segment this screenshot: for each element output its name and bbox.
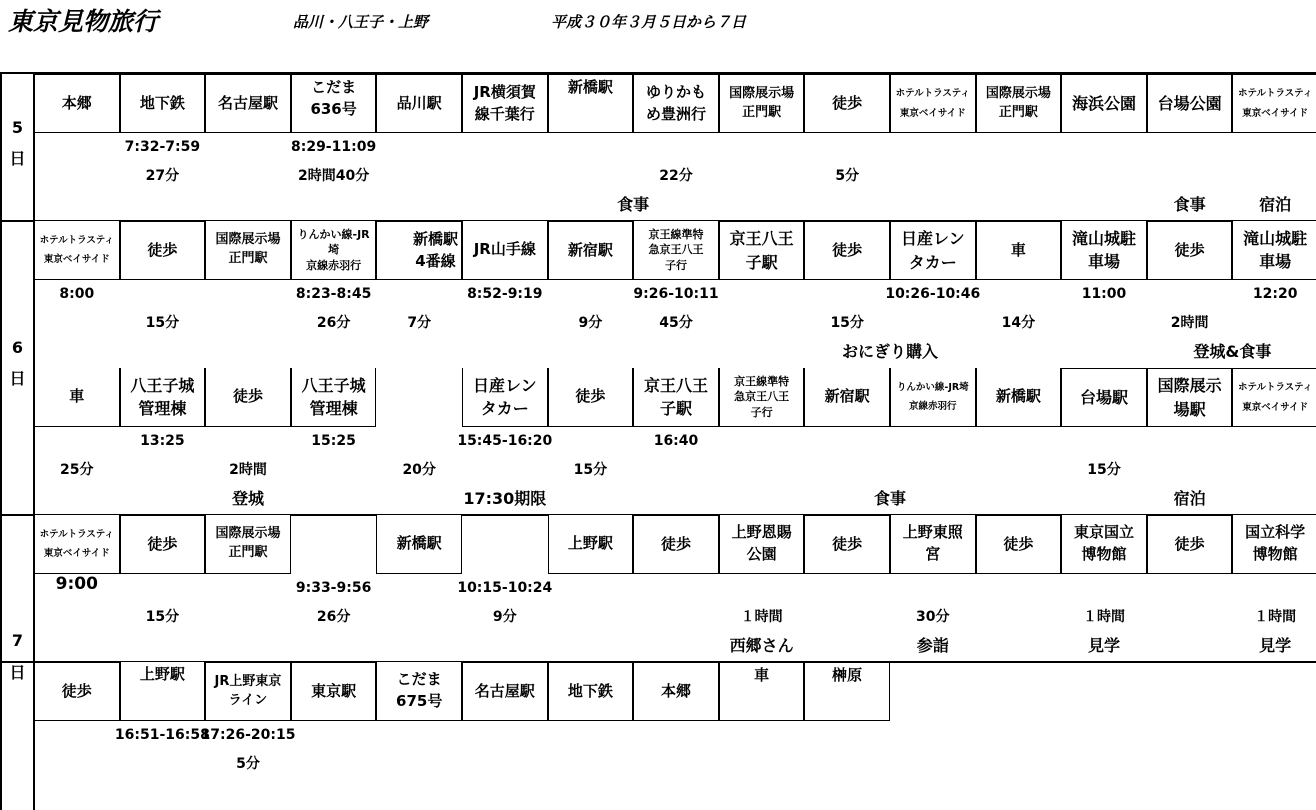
- itinerary-sheet: [0, 72, 1316, 810]
- itinerary-stop: 上野駅: [120, 662, 206, 721]
- itinerary-stop: こだま 675号: [376, 662, 462, 721]
- itinerary-stop: 新宿駅: [804, 368, 890, 427]
- itinerary-stop: 徒歩: [1147, 221, 1233, 280]
- time-text: 15分: [573, 462, 608, 478]
- itinerary-stop: 八王子城 管理棟: [291, 368, 377, 427]
- time-text: 8:29-11:09: [290, 139, 377, 155]
- time-text: 45分: [659, 315, 693, 331]
- note-text: 宿泊: [1259, 195, 1292, 214]
- itinerary-stop: 京王線準特 急京王八王 子行: [633, 221, 719, 280]
- time-text: 8:00: [59, 286, 95, 302]
- itinerary-stop: 名古屋駅: [462, 662, 548, 721]
- time-text: 12:20: [1252, 286, 1298, 302]
- itinerary-stop: ホテルトラスティ 東京ベイサイド: [890, 74, 976, 133]
- time-text: 7:32-7:59: [124, 139, 201, 155]
- note-text: 参詣: [916, 636, 949, 655]
- itinerary-stop: 徒歩: [120, 221, 206, 280]
- itinerary-stop: 海浜公園: [1061, 74, 1147, 133]
- time-text: 14分: [1001, 315, 1036, 331]
- itinerary-stop: 日産レン タカー: [890, 221, 976, 280]
- note-text: 食事: [617, 195, 650, 214]
- time-text: １時間: [1254, 609, 1297, 625]
- itinerary-stop: 上野東照 宮: [890, 515, 976, 574]
- itinerary-stop: ホテルトラスティ 東京ベイサイド: [1232, 368, 1316, 427]
- time-text: 30分: [916, 609, 950, 625]
- itinerary-stop: 徒歩: [34, 662, 120, 721]
- note-text: 見学: [1087, 636, 1120, 655]
- time-text: １時間: [1083, 609, 1125, 625]
- itinerary-stop: 本郷: [34, 74, 120, 133]
- time-text: 16:40: [653, 433, 699, 449]
- day-label-1: 日: [9, 149, 26, 168]
- itinerary-stop: 名古屋駅: [205, 74, 291, 133]
- time-text: 2時間: [1170, 315, 1209, 331]
- itinerary-stop: ゆりかも め豊洲行: [633, 74, 719, 133]
- time-text: 2時間40分: [297, 168, 370, 184]
- itinerary-stop: 新橋駅: [976, 368, 1062, 427]
- itinerary-stop: 地下鉄: [120, 74, 206, 133]
- itinerary-stop: 国際展示場 正門駅: [976, 74, 1062, 133]
- itinerary-stop: JR上野東京 ライン: [205, 662, 291, 721]
- itinerary-stop: 徒歩: [633, 515, 719, 574]
- itinerary-stop: 新橋駅: [548, 74, 634, 133]
- itinerary-stop: 車: [976, 221, 1062, 280]
- itinerary-stop: 台場公園: [1147, 74, 1233, 133]
- time-text: 15:25: [311, 433, 356, 449]
- time-text: 15分: [145, 315, 180, 331]
- time-text: 15:45-16:20: [457, 433, 553, 449]
- itinerary-stop: 国立科学 博物館: [1232, 515, 1316, 574]
- itinerary-stop: 地下鉄: [548, 662, 634, 721]
- time-text: 26分: [316, 315, 351, 331]
- time-text: 9:33-9:56: [295, 580, 372, 596]
- itinerary-stop: 徒歩: [120, 515, 206, 574]
- itinerary-stop: 国際展示 場駅: [1147, 368, 1233, 427]
- itinerary-stop: 徒歩: [804, 74, 890, 133]
- note-text: 西郷さん: [729, 636, 794, 655]
- day-label-2: 日: [9, 369, 26, 388]
- itinerary-stop: 徒歩: [1147, 515, 1233, 574]
- time-text: 9:26-10:11: [633, 286, 719, 302]
- itinerary-stop: 車: [34, 368, 120, 427]
- time-text: 2時間: [229, 462, 267, 478]
- date-range: 平成３０年３月５日から７日: [551, 13, 747, 31]
- note-text: 宿泊: [1173, 489, 1206, 508]
- time-text: 5分: [835, 168, 860, 184]
- note-text: 見学: [1259, 636, 1292, 655]
- time-text: 7分: [407, 315, 432, 331]
- time-text: 10:15-10:24: [457, 580, 553, 596]
- itinerary-stop: 徒歩: [804, 515, 890, 574]
- time-text: １時間: [740, 609, 783, 625]
- time-text: 16:51-16:58: [114, 727, 210, 743]
- note-text: 登城: [231, 489, 264, 508]
- itinerary-stop: 東京駅: [291, 662, 377, 721]
- note-text: 17:30期限: [463, 489, 547, 508]
- time-text: 22分: [659, 168, 693, 184]
- itinerary-stop: 台場駅: [1061, 368, 1147, 427]
- itinerary-stop: 新橋駅 4番線: [376, 221, 462, 280]
- time-text: 9分: [578, 315, 603, 331]
- time-text: 17:26-20:15: [200, 727, 296, 743]
- itinerary-stop: りんかい線-JR埼 京線赤羽行: [890, 368, 976, 427]
- itinerary-stop: 上野恩賜 公園: [719, 515, 805, 574]
- day-label-2: 6: [11, 338, 24, 357]
- itinerary-stop: 京王八王 子駅: [633, 368, 719, 427]
- itinerary-stop: 東京国立 博物館: [1061, 515, 1147, 574]
- itinerary-stop: 日産レン タカー: [462, 368, 548, 427]
- day-label-1: 5: [11, 118, 24, 137]
- itinerary-stop: 徒歩: [205, 368, 291, 427]
- route-subtitle: 品川・八王子・上野: [293, 13, 429, 31]
- itinerary-stop: 八王子城 管理棟: [120, 368, 206, 427]
- itinerary-stop: 新橋駅: [376, 515, 462, 574]
- time-text: 20分: [402, 462, 436, 478]
- note-text: おにぎり購入: [841, 342, 938, 361]
- itinerary-stop: 徒歩: [804, 221, 890, 280]
- page-title: 東京見物旅行: [8, 7, 159, 36]
- day-label-3: 日: [9, 663, 26, 682]
- time-text: 10:26-10:46: [885, 286, 981, 302]
- itinerary-stop: りんかい線-JR埼 京線赤羽行: [291, 221, 377, 280]
- itinerary-stop: 国際展示場 正門駅: [719, 74, 805, 133]
- itinerary-stop: 京王八王 子駅: [719, 221, 805, 280]
- itinerary-stop: 品川駅: [376, 74, 462, 133]
- time-text: 13:25: [140, 433, 185, 449]
- time-text: 9分: [492, 609, 517, 625]
- itinerary-stop: 榊原: [804, 662, 890, 721]
- itinerary-stop: 徒歩: [976, 515, 1062, 574]
- itinerary-stop: ホテルトラスティ 東京ベイサイド: [34, 515, 120, 574]
- itinerary-stop: 国際展示場 正門駅: [205, 515, 291, 574]
- time-text: 15分: [145, 609, 180, 625]
- time-text: 5分: [236, 756, 260, 772]
- itinerary-stop: 新宿駅: [548, 221, 634, 280]
- itinerary-stop: JR横須賀 線千葉行: [462, 74, 548, 133]
- time-text: 26分: [316, 609, 351, 625]
- time-text: 25分: [60, 462, 94, 478]
- itinerary-stop: 国際展示場 正門駅: [205, 221, 291, 280]
- time-text: 8:23-8:45: [295, 286, 372, 302]
- itinerary-stop: ホテルトラスティ 東京ベイサイド: [1232, 74, 1316, 133]
- itinerary-stop: こだま 636号: [291, 74, 377, 133]
- note-text: 食事: [873, 489, 906, 508]
- itinerary-stop: 本郷: [633, 662, 719, 721]
- time-text: 15分: [1087, 462, 1121, 478]
- itinerary-stop: 滝山城駐 車場: [1061, 221, 1147, 280]
- time-text: 15分: [830, 315, 864, 331]
- note-text: 食事: [1173, 195, 1206, 214]
- itinerary-stop: 徒歩: [548, 368, 634, 427]
- day-label-3: 7: [11, 631, 24, 650]
- itinerary-stop: 滝山城駐 車場: [1232, 221, 1316, 280]
- time-text: 11:00: [1081, 286, 1127, 302]
- itinerary-stop: 上野駅: [548, 515, 634, 574]
- itinerary-stop: JR山手線: [462, 221, 548, 280]
- time-text: 9:00: [55, 574, 98, 594]
- itinerary-stop: 京王線準特 急京王八王 子行: [719, 368, 805, 427]
- note-text: 登城&食事: [1193, 342, 1272, 361]
- time-text: 8:52-9:19: [467, 286, 543, 302]
- itinerary-stop: 車: [719, 662, 805, 721]
- itinerary-stop: ホテルトラスティ 東京ベイサイド: [34, 221, 120, 280]
- time-text: 27分: [145, 168, 180, 184]
